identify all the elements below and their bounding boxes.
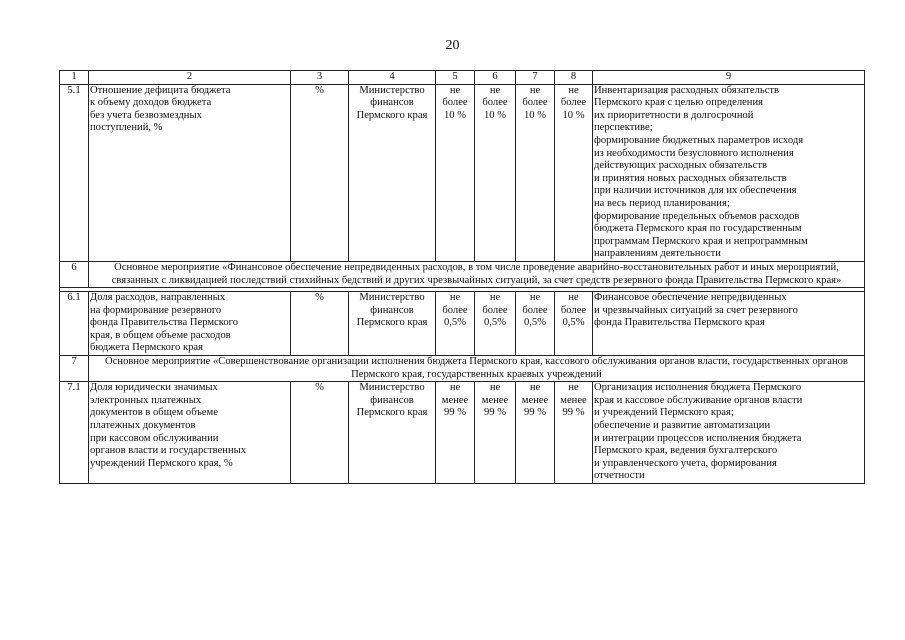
header-cell: 6 — [475, 71, 516, 85]
indicator-name: Доля расходов, направленных на формирование резервного фонда Правительства Пермского края, в общем объеме расходов бюджета Пермского края — [89, 292, 291, 356]
measures-cell: Инвентаризация расходных обязательств Пермского края с целью определения их приоритетности в долгосрочной перспективе; формирование бюджетных параметров исходя из необходимости безусловного исполнения действующих расходных обязательств и принятия новых расходных обязательств при наличии источников для их обеспечения на весь период планирования; формирование предельных объемов расходов бюджета Пермского края по государственным программам Пермского края и непрограммным направлениям деятельности — [593, 84, 865, 261]
header-cell: 9 — [593, 71, 865, 85]
value-col8: не более 0,5% — [555, 292, 593, 356]
unit-cell: % — [291, 292, 349, 356]
value-col6: не более 0,5% — [475, 292, 516, 356]
responsible-cell: Министерство финансов Пермского края — [349, 382, 436, 484]
header-cell: 4 — [349, 71, 436, 85]
value-col6: не более 10 % — [475, 84, 516, 261]
value-col5: не более 0,5% — [436, 292, 475, 356]
value-col5: не менее 99 % — [436, 382, 475, 484]
table-header-row — [60, 71, 865, 85]
table-row — [60, 382, 865, 484]
section-row — [60, 356, 865, 382]
header-cell: 1 — [60, 71, 89, 85]
value-col7: не менее 99 % — [516, 382, 555, 484]
header-cell: 2 — [89, 71, 291, 85]
unit-cell: % — [291, 382, 349, 484]
header-cell: 5 — [436, 71, 475, 85]
row-number: 5.1 — [60, 84, 89, 261]
page-number: 20 — [445, 38, 460, 53]
responsible-cell: Министерство финансов Пермского края — [349, 84, 436, 261]
section-title: Основное мероприятие «Финансовое обеспечение непредвиденных расходов, в том числе проведение аварийно-восстановительных работ и иных мероприятий, связанных с ликвидацией последствий стихийных бедствий и других чрезвычайных ситуаций, за счет средств резервного фонда Правительства Пермского края» — [89, 261, 865, 287]
value-col7: не более 0,5% — [516, 292, 555, 356]
responsible-cell: Министерство финансов Пермского края — [349, 292, 436, 356]
value-col6: не менее 99 % — [475, 382, 516, 484]
section-title: Основное мероприятие «Совершенствование организации исполнения бюджета Пермского края, кассового обслуживания органов власти, государственных органов Пермского края, государственных краевых учреждений — [89, 356, 865, 382]
value-col8: не менее 99 % — [555, 382, 593, 484]
value-col7: не более 10 % — [516, 84, 555, 261]
table-row — [60, 292, 865, 356]
measures-cell: Финансовое обеспечение непредвиденных и чрезвычайных ситуаций за счет резервного фонда Правительства Пермского края — [593, 292, 865, 356]
value-col5: не более 10 % — [436, 84, 475, 261]
section-row — [60, 261, 865, 287]
table-row — [60, 84, 865, 261]
section-number: 6 — [60, 261, 89, 287]
indicators-table — [59, 70, 865, 484]
unit-cell: % — [291, 84, 349, 261]
value-col8: не более 10 % — [555, 84, 593, 261]
row-number: 7.1 — [60, 382, 89, 484]
measures-cell: Организация исполнения бюджета Пермского края и кассовое обслуживание органов власти и учреждений Пермского края; обеспечение и развитие автоматизации и интеграции процессов исполнения бюджета Пермского края, ведения бухгалтерского и управленческого учета, формирования отчетности — [593, 382, 865, 484]
indicator-name: Отношение дефицита бюджета к объему доходов бюджета без учета безвозмездных поступлений, % — [89, 84, 291, 261]
indicator-name: Доля юридически значимых электронных платежных документов в общем объеме платежных документов при кассовом обслуживании органов власти и государственных учреждений Пермского края, % — [89, 382, 291, 484]
header-cell: 3 — [291, 71, 349, 85]
section-number: 7 — [60, 356, 89, 382]
row-number: 6.1 — [60, 292, 89, 356]
header-cell: 8 — [555, 71, 593, 85]
header-cell: 7 — [516, 71, 555, 85]
